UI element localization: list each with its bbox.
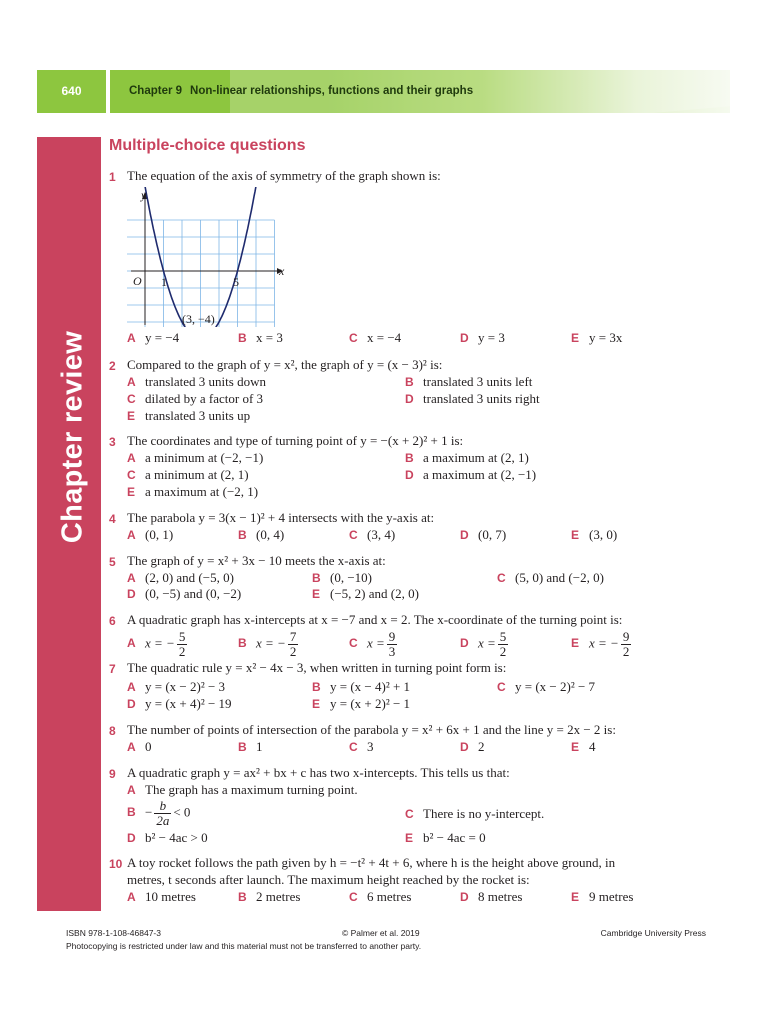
option-c[interactable]: C (3, 4) (349, 527, 396, 542)
option-text: y = (x − 2)² − 3 (145, 679, 226, 694)
option-text: x = (478, 635, 496, 651)
option-e[interactable]: E translated 3 units up (127, 408, 251, 423)
option-d[interactable]: D 8 metres (460, 889, 523, 904)
question-text: The coordinates and type of turning point of y = −(x + 2)² + 1 is: (127, 433, 464, 448)
option-e[interactable]: E x = − $\frac{9}{2}$ (571, 629, 630, 659)
page-number: 640 (37, 70, 106, 113)
option-d[interactable]: D (0, −5) and (0, −2) (127, 586, 242, 601)
option-c[interactable]: C dilated by a factor of 3 (127, 391, 264, 406)
chapter-number: Chapter 9 (129, 85, 183, 97)
option-text: x = (367, 635, 385, 651)
option-d[interactable]: D (0, 7) (460, 527, 507, 542)
header-band (110, 70, 730, 113)
parabola-graph (127, 187, 287, 327)
option-b[interactable]: B translated 3 units left (405, 374, 533, 389)
option-text: (0, 4) (256, 527, 285, 542)
tick-label-1: 1 (161, 275, 167, 289)
option-c[interactable]: C x = −4 (349, 330, 402, 345)
option-d[interactable]: D 2 (460, 739, 485, 754)
copyright: © Palmer et al. 2019 (342, 928, 420, 938)
option-text: There is no y-intercept. (423, 806, 545, 821)
fraction-denominator: 3 (388, 644, 396, 659)
fraction-denominator: 2 (499, 644, 507, 659)
option-a[interactable]: A The graph has a maximum turning point. (127, 782, 358, 797)
option-b[interactable]: B 1 (238, 739, 263, 754)
question-text: Compared to the graph of y = x², the graph of y = (x − 3)² is: (127, 357, 443, 372)
fraction-denominator: 2 (289, 644, 297, 659)
option-text: 4 (589, 739, 596, 754)
option-a[interactable]: A 10 metres (127, 889, 196, 904)
y-axis-label: y (141, 188, 147, 202)
option-a[interactable]: A y = (x − 2)² − 3 (127, 679, 226, 694)
fraction-numerator: b (159, 798, 167, 813)
origin-label: O (133, 274, 142, 288)
option-text: 8 metres (478, 889, 523, 904)
question-text: The graph of y = x² + 3x − 10 meets the x-axis at: (127, 553, 386, 568)
fraction-numerator: 5 (499, 629, 507, 644)
question-number: 8 (109, 724, 116, 738)
publisher: Cambridge University Press (600, 928, 706, 938)
option-c[interactable]: C y = (x − 2)² − 7 (497, 679, 596, 694)
option-text: x = − (256, 635, 286, 651)
option-a[interactable]: A x = − $\frac{5}{2}$ (127, 629, 186, 659)
option-e[interactable]: E (−5, 2) and (2, 0) (312, 586, 419, 601)
chapter-heading (129, 70, 473, 113)
question-number: 5 (109, 555, 116, 569)
option-text: translated 3 units left (423, 374, 533, 389)
option-text: a minimum at (−2, −1) (145, 450, 264, 465)
question-number: 1 (109, 170, 116, 184)
option-text: The graph has a maximum turning point. (145, 782, 358, 797)
fraction-numerator: 7 (289, 629, 297, 644)
chapter-title: Non-linear relationships, functions and their graphs (190, 85, 474, 97)
option-e[interactable]: E 9 metres (571, 889, 634, 904)
option-e[interactable]: E 4 (571, 739, 596, 754)
page-header (37, 70, 730, 113)
option-text: x = − (589, 635, 619, 651)
option-text: translated 3 units down (145, 374, 266, 389)
option-e[interactable]: E a maximum at (−2, 1) (127, 484, 259, 499)
option-b[interactable]: B (0, 4) (238, 527, 285, 542)
fraction-denominator: 2 (178, 644, 186, 659)
option-text: x = −4 (367, 330, 402, 345)
option-text: (0, 1) (145, 527, 174, 542)
question-text: The number of points of intersection of the parabola y = x² + 6x + 1 and the line y = 2x − 2 is: (127, 722, 616, 737)
option-d[interactable]: D b² − 4ac > 0 (127, 830, 208, 845)
question-number: 6 (109, 614, 116, 628)
section-title: Multiple-choice questions (109, 137, 306, 154)
question-number: 10 (109, 857, 123, 871)
option-text: a maximum at (2, −1) (423, 467, 537, 482)
option-c[interactable]: C There is no y-intercept. (405, 806, 545, 821)
option-text: y = 3 (478, 330, 505, 345)
question-text: The parabola y = 3(x − 1)² + 4 intersects with the y-axis at: (127, 510, 435, 525)
tick-label-5: 5 (233, 275, 239, 289)
option-text: (0, −5) and (0, −2) (145, 586, 242, 601)
option-text: (3, 0) (589, 527, 618, 542)
question-number: 4 (109, 512, 116, 526)
option-text: dilated by a factor of 3 (145, 391, 264, 406)
option-text: y = (x + 2)² − 1 (330, 696, 411, 711)
option-b[interactable]: B − $\frac{b}{2a}$ < 0 (127, 798, 191, 828)
option-text: a maximum at (−2, 1) (145, 484, 259, 499)
option-c[interactable]: C a minimum at (2, 1) (127, 467, 249, 482)
fraction-numerator: 5 (178, 629, 186, 644)
option-text: 10 metres (145, 889, 196, 904)
option-e[interactable]: E b² − 4ac = 0 (405, 830, 486, 845)
option-text: y = (x − 2)² − 7 (515, 679, 596, 694)
option-d[interactable]: D x = $\frac{5}{2}$ (460, 629, 507, 659)
option-text: y = (x + 4)² − 19 (145, 696, 232, 711)
option-text: translated 3 units right (423, 391, 540, 406)
option-b[interactable]: B y = (x − 4)² + 1 (312, 679, 411, 694)
question-number: 7 (109, 662, 116, 676)
sidebar-label: Chapter review (56, 330, 89, 544)
fraction-numerator: 9 (388, 629, 396, 644)
option-text: x = 3 (256, 330, 283, 345)
question-text-continued: metres, t seconds after launch. The maximum height reached by the rocket is: (127, 872, 530, 887)
option-text: a minimum at (2, 1) (145, 467, 249, 482)
option-text: (−5, 2) and (2, 0) (330, 586, 419, 601)
option-text: translated 3 units up (145, 408, 251, 423)
option-b[interactable]: B (0, −10) (312, 570, 372, 585)
option-a[interactable]: A translated 3 units down (127, 374, 266, 389)
option-b[interactable]: B a maximum at (2, 1) (405, 450, 529, 465)
option-c[interactable]: C (5, 0) and (−2, 0) (497, 570, 604, 585)
option-e[interactable]: E y = (x + 2)² − 1 (312, 696, 411, 711)
option-text: 2 (478, 739, 485, 754)
copyright-notice: Photocopying is restricted under law and this material must not be transferred to another party. (66, 941, 422, 951)
option-text: (0, −10) (330, 570, 372, 585)
option-d[interactable]: D a maximum at (2, −1) (405, 467, 537, 482)
option-text: y = 3x (589, 330, 623, 345)
option-text: 2 metres (256, 889, 301, 904)
option-a[interactable]: A (0, 1) (127, 527, 174, 542)
option-a[interactable]: A y = −4 (127, 330, 180, 345)
question-text: A quadratic graph y = ax² + bx + c has two x-intercepts. This tells us that: (127, 765, 510, 780)
option-text: (3, 4) (367, 527, 396, 542)
option-b[interactable]: B 2 metres (238, 889, 301, 904)
option-text: 9 metres (589, 889, 634, 904)
fraction-denominator: 2a (156, 813, 170, 828)
question-number: 3 (109, 435, 116, 449)
option-text: − (145, 804, 153, 820)
x-axis-label: x (279, 264, 285, 278)
graph-grid (127, 220, 275, 327)
option-text: x = − (145, 635, 175, 651)
option-text: 0 (145, 739, 152, 754)
option-text: (2, 0) and (−5, 0) (145, 570, 234, 585)
chapter-review-sidebar (37, 137, 101, 911)
vertex-label: (3, −4) (182, 312, 215, 326)
option-c[interactable]: C 6 metres (349, 889, 412, 904)
isbn: ISBN 978-1-108-46847-3 (66, 928, 161, 938)
option-text: a maximum at (2, 1) (423, 450, 529, 465)
option-a[interactable]: A (2, 0) and (−5, 0) (127, 570, 234, 585)
question-text: A quadratic graph has x-intercepts at x = −7 and x = 2. The x-coordinate of the turning point is: (127, 612, 623, 627)
option-a[interactable]: A a minimum at (−2, −1) (127, 450, 264, 465)
option-c[interactable]: C 3 (349, 739, 374, 754)
fraction-denominator: 2 (622, 644, 630, 659)
question-number: 2 (109, 359, 116, 373)
option-text: b² − 4ac = 0 (423, 830, 486, 845)
option-e[interactable]: E y = 3x (571, 330, 623, 345)
question-number: 9 (109, 767, 116, 781)
fraction-numerator: 9 (622, 629, 630, 644)
option-e[interactable]: E (3, 0) (571, 527, 618, 542)
option-c[interactable]: C x = $\frac{9}{3}$ (349, 629, 396, 659)
option-b[interactable]: B x = − $\frac{7}{2}$ (238, 629, 297, 659)
option-text: y = (x − 4)² + 1 (330, 679, 411, 694)
question-text: A toy rocket follows the path given by h = −t² + 4t + 6, where h is the height above ground, in (127, 855, 616, 870)
option-text: 1 (256, 739, 263, 754)
option-text: (0, 7) (478, 527, 507, 542)
option-d[interactable]: D y = (x + 4)² − 19 (127, 696, 232, 711)
option-d[interactable]: D y = 3 (460, 330, 505, 345)
option-a[interactable]: A 0 (127, 739, 152, 754)
question-text: The equation of the axis of symmetry of the graph shown is: (127, 168, 441, 183)
option-b[interactable]: B x = 3 (238, 330, 283, 345)
option-text: y = −4 (145, 330, 180, 345)
question-text: The quadratic rule y = x² − 4x − 3, when written in turning point form is: (127, 660, 507, 675)
option-text: b² − 4ac > 0 (145, 830, 208, 845)
option-text: (5, 0) and (−2, 0) (515, 570, 604, 585)
option-text: 6 metres (367, 889, 412, 904)
option-d[interactable]: D translated 3 units right (405, 391, 540, 406)
option-text: 3 (367, 739, 374, 754)
option-text-suffix: < 0 (173, 804, 191, 820)
